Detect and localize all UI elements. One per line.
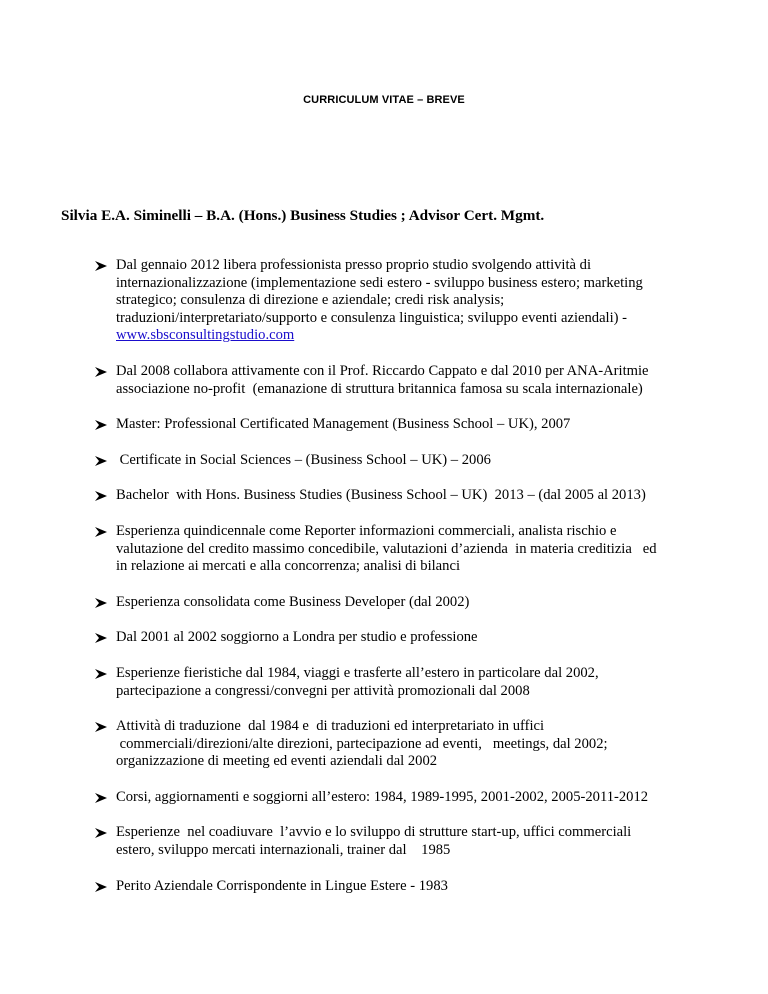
cv-item-text — [116, 487, 735, 505]
arrowhead-bullet-icon — [95, 527, 107, 537]
cv-item-line: partecipazione a congressi/convegni per attività promozionali dal 2008 — [116, 682, 530, 699]
name-heading: Silvia E.A. Siminelli – B.A. (Hons.) Business Studies ; Advisor Cert. Mgmt. — [61, 207, 545, 224]
cv-item-line: traduzioni/interpretariato/supporto e consulenza linguistica; sviluppo eventi aziendali) - — [116, 309, 628, 326]
cv-item-list — [95, 257, 735, 895]
cv-list-item — [95, 363, 735, 398]
cv-item-line: Dal 2001 al 2002 soggiorno a Londra per studio e professione — [116, 629, 478, 646]
cv-list-item — [95, 789, 735, 807]
arrowhead-bullet-icon — [95, 882, 107, 892]
cv-item-text — [116, 363, 735, 398]
arrowhead-bullet-icon — [95, 367, 107, 377]
cv-item-line: Certificate in Social Sciences – (Business School – UK) – 2006 — [116, 451, 491, 468]
cv-item-text — [116, 878, 735, 896]
cv-item-line: Attività di traduzione dal 1984 e di traduzioni ed interpretariato in uffici — [116, 718, 545, 735]
arrowhead-bullet-icon — [95, 722, 107, 732]
arrowhead-bullet-icon — [95, 420, 107, 430]
cv-item-text — [116, 718, 735, 771]
cv-list-item — [95, 452, 735, 470]
cv-item-text — [116, 824, 735, 859]
cv-list-item — [95, 878, 735, 896]
cv-list-item — [95, 257, 735, 345]
cv-list-item — [95, 718, 735, 771]
arrowhead-bullet-icon — [95, 491, 107, 501]
cv-item-line: Dal gennaio 2012 libera professionista presso proprio studio svolgendo attività di — [116, 257, 592, 273]
cv-item-line: Corsi, aggiornamenti e soggiorni all’estero: 1984, 1989-1995, 2001-2002, 2005-2011-2012 — [116, 788, 649, 805]
cv-list-item — [95, 487, 735, 505]
cv-item-line: internazionalizzazione (implementazione sedi estero - sviluppo business estero; marketing — [116, 274, 643, 291]
cv-item-line: Esperienze nel coadiuvare l’avvio e lo sviluppo di strutture start-up, uffici commerciali — [116, 824, 632, 841]
cv-item-line: in relazione ai mercati e alla concorrenza; analisi di bilanci — [116, 558, 460, 575]
cv-item-text — [116, 789, 735, 807]
arrowhead-bullet-icon — [95, 598, 107, 608]
cv-item-text — [116, 629, 735, 647]
cv-item-line: Master: Professional Certificated Management (Business School – UK), 2007 — [116, 416, 571, 433]
arrowhead-bullet-icon — [95, 669, 107, 679]
cv-item-line: Esperienza consolidata come Business Developer (dal 2002) — [116, 593, 470, 610]
arrowhead-bullet-icon — [95, 828, 107, 838]
cv-item-line: Esperienze fieristiche dal 1984, viaggi e trasferte all’estero in particolare dal 2002, — [116, 664, 599, 681]
cv-item-line: estero, sviluppo mercati internazionali, trainer dal 1985 — [116, 842, 451, 859]
cv-item-text — [116, 257, 735, 345]
cv-item-line: valutazione del credito massimo concedibile, valutazioni d’azienda in materia creditizia ed — [116, 540, 657, 557]
cv-item-text — [116, 452, 735, 470]
cv-item-text — [116, 594, 735, 612]
arrowhead-bullet-icon — [95, 793, 107, 803]
cv-list-item — [95, 629, 735, 647]
cv-item-line: associazione no-profit (emanazione di struttura britannica famosa su scala internazionale) — [116, 380, 643, 397]
arrowhead-bullet-icon — [95, 261, 107, 271]
cv-item-line: strategico; consulenza di direzione e aziendale; credi risk analysis; — [116, 292, 505, 309]
cv-list-item — [95, 594, 735, 612]
cv-item-line: Esperienza quindicennale come Reporter informazioni commerciali, analista rischio e — [116, 522, 617, 539]
cv-item-line: Perito Aziendale Corrispondente in Lingue Estere - 1983 — [116, 877, 448, 894]
cv-item-text — [116, 665, 735, 700]
cv-item-line: Bachelor with Hons. Business Studies (Business School – UK) 2013 – (dal 2005 al 2013) — [116, 487, 646, 504]
cv-item-text — [116, 523, 735, 576]
cv-list-item — [95, 523, 735, 576]
document-title: CURRICULUM VITAE – BREVE — [303, 94, 465, 106]
cv-item-line: organizzazione di meeting ed eventi aziendali dal 2002 — [116, 753, 438, 770]
cv-list-item — [95, 824, 735, 859]
cv-item-line: commerciali/direzioni/alte direzioni, partecipazione ad eventi, meetings, dal 2002; — [116, 735, 608, 752]
arrowhead-bullet-icon — [95, 456, 107, 466]
cv-list-item — [95, 416, 735, 434]
arrowhead-bullet-icon — [95, 633, 107, 643]
cv-item-line: Dal 2008 collabora attivamente con il Prof. Riccardo Cappato e dal 2010 per ANA-Aritmie — [116, 362, 649, 379]
cv-list-item — [95, 665, 735, 700]
cv-item-text — [116, 416, 735, 434]
website-link[interactable]: www.sbsconsultingstudio.com — [116, 327, 295, 344]
